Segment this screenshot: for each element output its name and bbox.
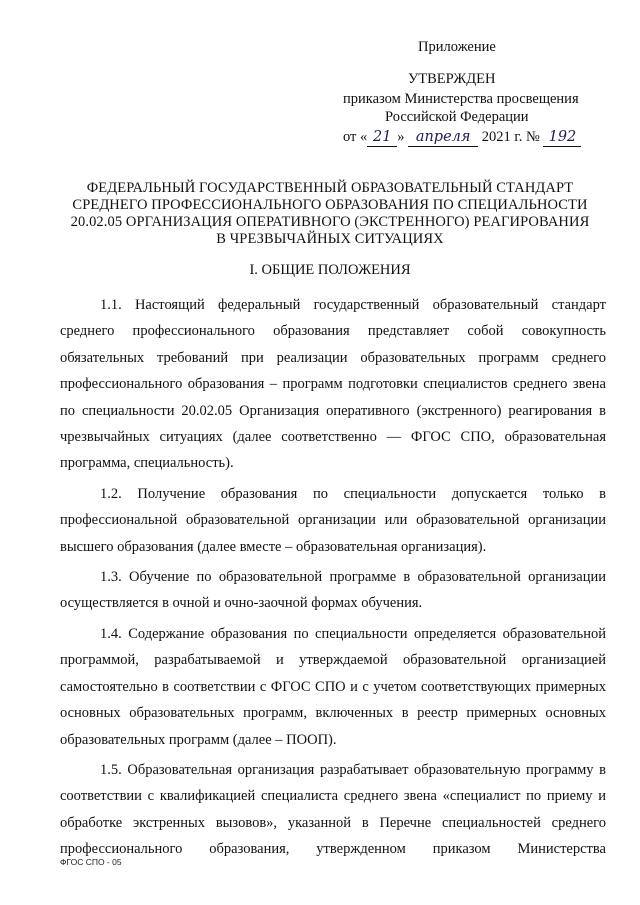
paragraph-1-4: 1.4. Содержание образования по специальности определяется образовательной программой, разрабатываемой и утверждаемой образовательной организацией самостоятельно в соответствии с ФГОС СПО и с учетом соответствующих примерных основных образовательных программ, включенных в реестр примерных основных образовательных программ (далее – ПООП). xyxy=(60,625,606,748)
date-mid: » xyxy=(397,129,405,145)
paragraph-1-5: 1.5. Образовательная организация разрабатывает образовательную программу в соответствии с квалификацией специалиста среднего звена «специалист по приему и обработке экстренных вызовов», указанной в Перечне специальностей среднего профессионального образования, утвержденном приказом Министерства xyxy=(60,761,606,858)
document-body xyxy=(60,292,606,863)
order-date-line xyxy=(330,128,590,147)
section-title: I. ОБЩИЕ ПОЛОЖЕНИЯ xyxy=(249,262,411,278)
handwritten-day: 21 xyxy=(367,128,397,147)
paragraph-1-1: 1.1. Настоящий федеральный государственный образовательный стандарт среднего профессионального образования представляет собой совокупность обязательных требований при реализации образовательных программ среднего профессионального образования – программ подготовки специалистов среднего звена по специальности 20.02.05 Организация оперативного (экстренного) реагирования в чрезвычайных ситуациях (далее соответственно — ФГОС СПО, образовательная программа, специальность). xyxy=(60,297,606,472)
page-footer: ФГОС СПО - 05 xyxy=(60,857,122,867)
approved-label: УТВЕРЖДЕН xyxy=(408,71,496,87)
order-line: приказом Министерства просвещения xyxy=(343,91,579,107)
handwritten-order-number: 192 xyxy=(543,128,581,147)
handwritten-month: апреля xyxy=(408,128,478,147)
federation-line: Российской Федерации xyxy=(385,109,529,125)
paragraph-1-3: 1.3. Обучение по образовательной программе в образовательной организации осуществляется в очной и очно-заочной формах обучения. xyxy=(60,569,606,612)
paragraph-1-2: 1.2. Получение образования по специальности допускается только в профессиональной образовательной организации или образовательной организации высшего образования (далее вместе – образовательная организация). xyxy=(60,485,606,555)
date-prefix: от « xyxy=(343,129,368,145)
document-heading xyxy=(60,180,600,248)
heading-line-2: СРЕДНЕГО ПРОФЕССИОНАЛЬНОГО ОБРАЗОВАНИЯ ПО СПЕЦИАЛЬНОСТИ xyxy=(72,197,588,213)
heading-line-3: 20.02.05 ОРГАНИЗАЦИЯ ОПЕРАТИВНОГО (ЭКСТРЕННОГО) РЕАГИРОВАНИЯ xyxy=(70,214,590,230)
approval-block xyxy=(330,38,590,147)
date-year: 2021 г. № xyxy=(481,129,540,145)
appendix-label: Приложение xyxy=(418,39,496,55)
heading-line-1: ФЕДЕРАЛЬНЫЙ ГОСУДАРСТВЕННЫЙ ОБРАЗОВАТЕЛЬНЫЙ СТАНДАРТ xyxy=(86,180,574,196)
heading-line-4: В ЧРЕЗВЫЧАЙНЫХ СИТУАЦИЯХ xyxy=(216,231,444,247)
